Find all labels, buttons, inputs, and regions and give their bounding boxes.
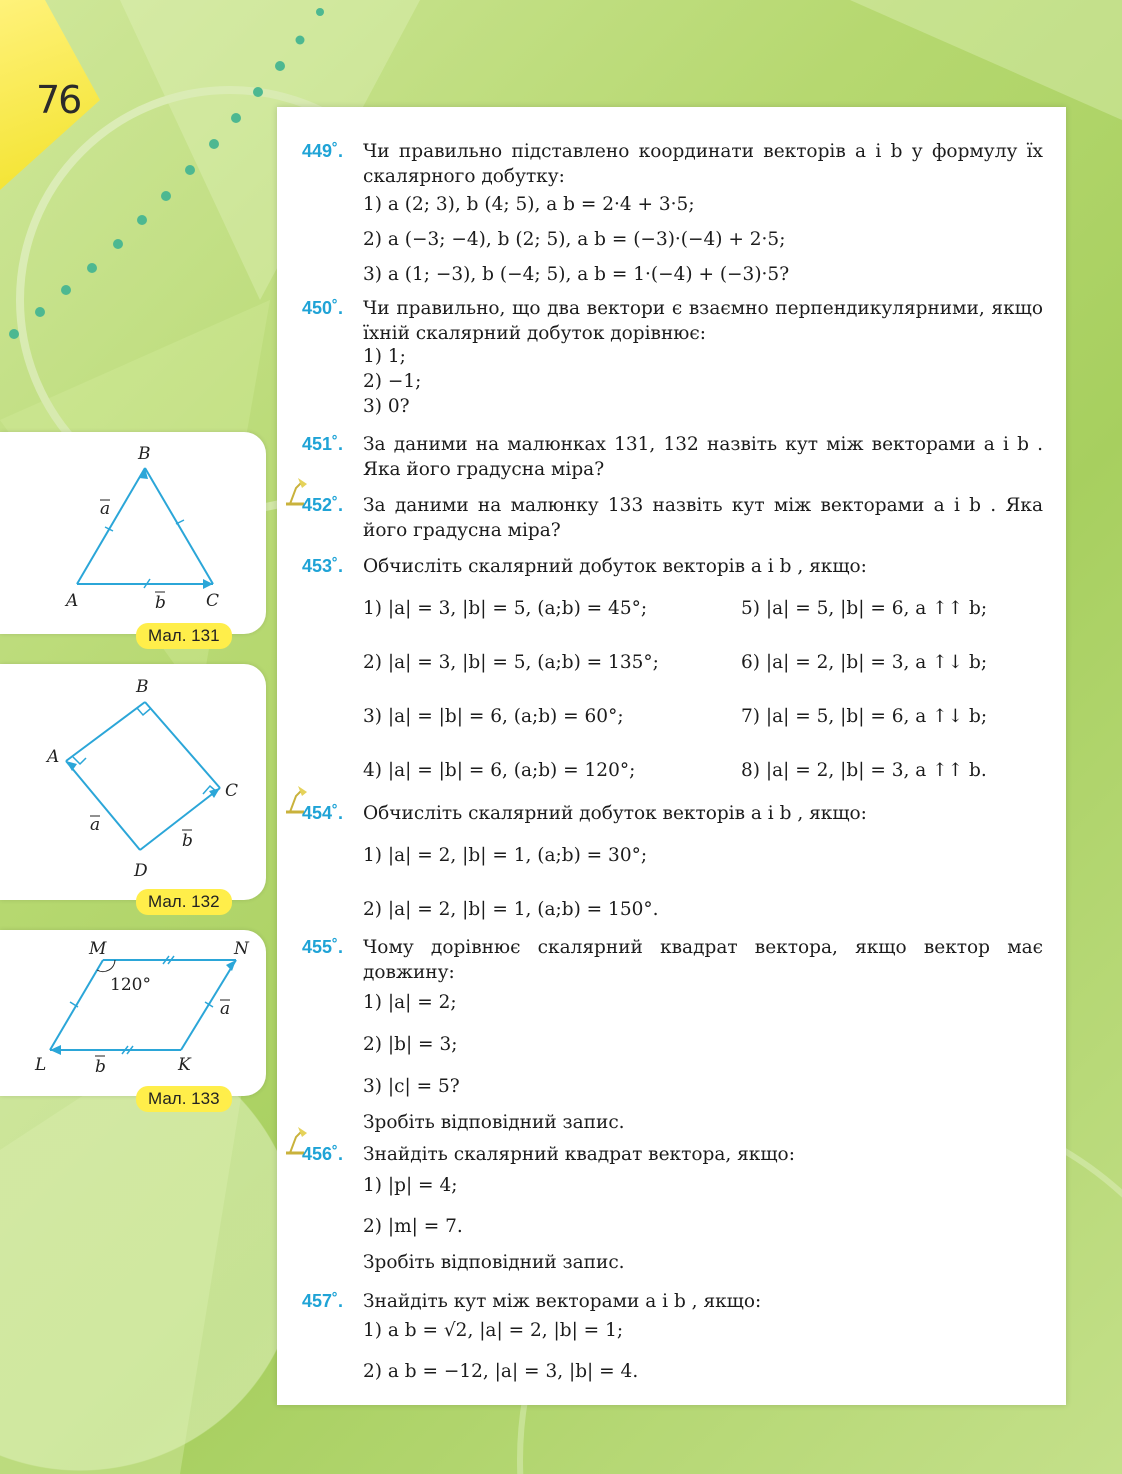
- vector-b-label: b: [155, 593, 166, 613]
- problem-number: 456˚.: [302, 1144, 344, 1164]
- vector-b-label: b: [182, 831, 193, 851]
- angle-label: 120°: [110, 975, 151, 995]
- problem-item: 7) |a| = 5, |b| = 6, a ↑↓ b;: [741, 706, 988, 727]
- problem-item: 3) |c| = 5?: [363, 1076, 460, 1097]
- vertex-C-label: C: [225, 781, 239, 801]
- problem-item: 6) |a| = 2, |b| = 3, a ↑↓ b;: [741, 652, 988, 673]
- problem-text: Чи правильно підставлено координати векторів a і b у формулу їх скалярного добутку:: [363, 141, 1043, 187]
- problem-text: Обчисліть скалярний добуток векторів a і b , якщо:: [363, 556, 867, 577]
- problem-text: Знайдіть скалярний квадрат вектора, якщо:: [363, 1144, 795, 1165]
- problem-number: 454˚.: [302, 803, 344, 823]
- problem-text: Обчисліть скалярний добуток векторів a і b , якщо:: [363, 803, 867, 824]
- figure-133-caption: Мал. 133: [136, 1086, 232, 1112]
- problem-note: Зробіть відповідний запис.: [363, 1252, 625, 1273]
- vertex-K-label: K: [178, 1055, 191, 1075]
- vector-a-label: a: [220, 999, 231, 1019]
- problem-item: 1) |p| = 4;: [363, 1175, 458, 1196]
- figure-133-drawing: [0, 930, 266, 1096]
- figure-133-card: [0, 930, 266, 1096]
- figure-132-drawing: [0, 664, 266, 900]
- problem-item: 3) |a| = |b| = 6, (a;b) = 60°;: [363, 706, 624, 727]
- vector-a-label: a: [100, 499, 111, 519]
- problem-item: 3) a (1; −3), b (−4; 5), a b = 1·(−4) + (−3)·5?: [363, 264, 790, 285]
- problem-number: 452˚.: [302, 495, 344, 515]
- vertex-L-label: L: [35, 1055, 47, 1075]
- problem-number: 457˚.: [302, 1291, 344, 1311]
- problem-item: 1) 1;: [363, 346, 406, 367]
- problem-item: 3) 0?: [363, 396, 410, 417]
- problem-item: 4) |a| = |b| = 6, (a;b) = 120°;: [363, 760, 636, 781]
- problem-item: 1) |a| = 2;: [363, 992, 457, 1013]
- problem-note: Зробіть відповідний запис.: [363, 1112, 625, 1133]
- problem-item: 2) |a| = 3, |b| = 5, (a;b) = 135°;: [363, 652, 659, 673]
- problem-item: 2) −1;: [363, 371, 422, 392]
- page-number: 76: [36, 78, 81, 122]
- problem-item: 1) a b = √2, |a| = 2, |b| = 1;: [363, 1320, 624, 1341]
- problem-text: За даними на малюнку 133 назвіть кут між векторами a і b . Яка його градусна міра?: [363, 495, 1043, 541]
- problem-number: 449˚.: [302, 141, 344, 161]
- problem-text: За даними на малюнках 131, 132 назвіть кут між векторами a і b . Яка його градусна міра?: [363, 434, 1043, 480]
- problem-number: 453˚.: [302, 556, 344, 576]
- problem-item: 1) |a| = 2, |b| = 1, (a;b) = 30°;: [363, 845, 648, 866]
- problem-text: Чи правильно, що два вектори є взаємно перпендикулярними, якщо їхній скалярний добуток дорівнює:: [363, 298, 1043, 344]
- problem-number: 455˚.: [302, 937, 344, 957]
- figure-131-card: [0, 432, 266, 634]
- figure-131-drawing: [0, 432, 266, 634]
- figure-131-caption: Мал. 131: [136, 623, 232, 649]
- problem-text: Чому дорівнює скалярний квадрат вектора, якщо вектор має довжину:: [363, 937, 1043, 983]
- vertex-D-label: D: [134, 861, 148, 881]
- problem-item: 5) |a| = 5, |b| = 6, a ↑↑ b;: [741, 598, 988, 619]
- problem-item: 2) |b| = 3;: [363, 1034, 458, 1055]
- problem-number: 451˚.: [302, 434, 344, 454]
- vertex-N-label: N: [234, 939, 249, 959]
- vector-b-label: b: [95, 1057, 106, 1077]
- figure-132-caption: Мал. 132: [136, 889, 232, 915]
- problem-item: 8) |a| = 2, |b| = 3, a ↑↑ b.: [741, 760, 987, 781]
- vertex-B-label: B: [136, 677, 149, 697]
- vertex-A-label: A: [66, 591, 79, 611]
- vector-a-label: a: [90, 815, 101, 835]
- problem-item: 1) |a| = 3, |b| = 5, (a;b) = 45°;: [363, 598, 648, 619]
- problem-item: 2) |m| = 7.: [363, 1216, 463, 1237]
- problem-number: 450˚.: [302, 298, 344, 318]
- problem-item: 2) |a| = 2, |b| = 1, (a;b) = 150°.: [363, 899, 659, 920]
- vertex-B-label: B: [138, 444, 151, 464]
- vertex-C-label: C: [206, 591, 220, 611]
- problem-item: 2) a b = −12, |a| = 3, |b| = 4.: [363, 1361, 639, 1382]
- problem-text: Знайдіть кут між векторами a і b , якщо:: [363, 1291, 762, 1312]
- problem-item: 2) a (−3; −4), b (2; 5), a b = (−3)·(−4) + 2·5;: [363, 229, 786, 250]
- figure-132-card: [0, 664, 266, 900]
- vertex-M-label: M: [89, 939, 107, 959]
- vertex-A-label: A: [47, 747, 60, 767]
- problem-item: 1) a (2; 3), b (4; 5), a b = 2·4 + 3·5;: [363, 194, 695, 215]
